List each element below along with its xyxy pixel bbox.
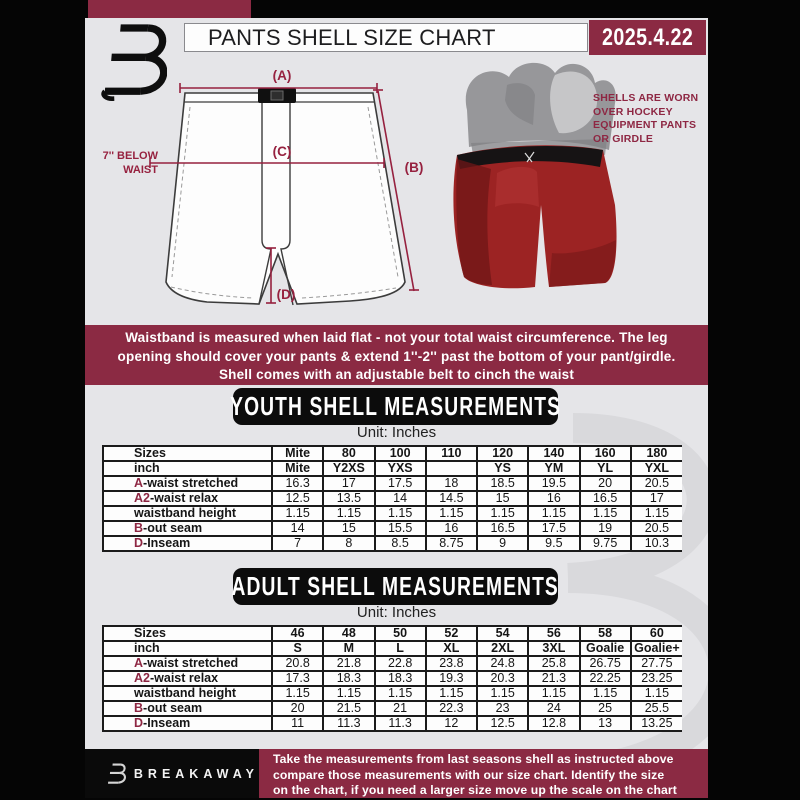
cell-value: 11 xyxy=(272,716,323,731)
cell-value: YS xyxy=(477,461,528,476)
cell-value: 25 xyxy=(580,701,631,716)
cell-value: 17.3 xyxy=(272,671,323,686)
label-a: (A) xyxy=(272,68,292,83)
cell-value: 13 xyxy=(580,716,631,731)
measure-letter: B xyxy=(134,521,144,535)
row-label: Sizes xyxy=(103,626,272,641)
cell-value: 18.3 xyxy=(375,671,426,686)
cell-value: 1.15 xyxy=(631,686,682,701)
cell-value: Goalie xyxy=(580,641,631,656)
measure-letter: D xyxy=(134,536,144,550)
cell-value: 22.8 xyxy=(375,656,426,671)
cell-value: 20 xyxy=(580,476,631,491)
cell-value: 23.8 xyxy=(426,656,477,671)
text-line: Shell comes with an adjustable belt to cinch the waist xyxy=(218,367,575,382)
label-c: (C) xyxy=(272,144,292,159)
text-line: OVER HOCKEY xyxy=(593,105,673,118)
cell-value: L xyxy=(375,641,426,656)
cell-value: 17 xyxy=(323,476,374,491)
cell-value: 1.15 xyxy=(631,506,682,521)
cell-value: 14.5 xyxy=(426,491,477,506)
cell-value: 20.3 xyxy=(477,671,528,686)
cell-value: 19.3 xyxy=(426,671,477,686)
cell-value: 19.5 xyxy=(528,476,579,491)
cell-value: 17.5 xyxy=(528,521,579,536)
table-row xyxy=(103,716,682,731)
text-line: Waistband is measured when laid flat - not your total waist circumference. The leg xyxy=(125,330,668,345)
page-title: PANTS SHELL SIZE CHART xyxy=(208,25,496,50)
footer-brand-block xyxy=(85,749,259,798)
cell-value: 21.8 xyxy=(323,656,374,671)
text-line: opening should cover your pants & extend 1''-2'' past the bottom of your pant/girdle. xyxy=(117,348,676,364)
cell-value: 12.5 xyxy=(477,716,528,731)
cell-value: 18 xyxy=(426,476,477,491)
footer-b-logo-icon xyxy=(107,754,126,794)
table-row xyxy=(103,701,682,716)
cell-value: 18.5 xyxy=(477,476,528,491)
table-row xyxy=(103,686,682,701)
cell-value: 54 xyxy=(477,626,528,641)
cell-value: 52 xyxy=(426,626,477,641)
cell-value: 1.15 xyxy=(528,506,579,521)
cell-value: 22.3 xyxy=(426,701,477,716)
cell-value: 16.3 xyxy=(272,476,323,491)
label-b: (B) xyxy=(404,160,424,175)
cell-value: 12.8 xyxy=(528,716,579,731)
cell-value: 11.3 xyxy=(375,716,426,731)
row-label: A-waist stretched xyxy=(103,656,272,671)
cell-value: 1.15 xyxy=(272,506,323,521)
table-row xyxy=(103,506,682,521)
row-label: inch xyxy=(103,461,272,476)
table-row xyxy=(103,491,682,506)
row-label: waistband height xyxy=(103,686,272,701)
cell-value: 1.15 xyxy=(323,506,374,521)
waistband-info-banner xyxy=(85,325,708,385)
row-label: A-waist stretched xyxy=(103,476,272,491)
cell-value: 22.25 xyxy=(580,671,631,686)
page-title-box xyxy=(184,23,588,52)
youth-unit-label: Unit: Inches xyxy=(356,424,437,441)
adult-section-banner xyxy=(233,568,558,605)
cell-value: 14 xyxy=(272,521,323,536)
cell-value: 120 xyxy=(477,446,528,461)
cell-value: 10.3 xyxy=(631,536,682,551)
cell-value: 1.15 xyxy=(426,686,477,701)
footer xyxy=(85,749,708,798)
shell-highlight xyxy=(495,167,539,207)
cell-value: 20.5 xyxy=(631,521,682,536)
text-line: compare those measurements with our size chart. Identify the size xyxy=(273,767,665,782)
cell-value: 48 xyxy=(323,626,374,641)
cell-value: 80 xyxy=(323,446,374,461)
row-label: A2-waist relax xyxy=(103,491,272,506)
measure-letter: B xyxy=(134,701,144,715)
cell-value: 8.75 xyxy=(426,536,477,551)
cell-value: 17 xyxy=(631,491,682,506)
cell-value: Mite xyxy=(272,461,323,476)
cell-value: 50 xyxy=(375,626,426,641)
cell-value: 20 xyxy=(272,701,323,716)
cell-value: 12 xyxy=(426,716,477,731)
text-line: SHELLS ARE WORN xyxy=(593,92,699,104)
row-label: waistband height xyxy=(103,506,272,521)
cell-value: Y2XS xyxy=(323,461,374,476)
footer-instructions xyxy=(259,749,708,798)
cell-value: 8 xyxy=(323,536,374,551)
cell-value: 24.8 xyxy=(477,656,528,671)
text-line: OR GIRDLE xyxy=(593,132,654,145)
cell-value: 1.15 xyxy=(272,686,323,701)
measure-letter: A xyxy=(134,476,144,490)
cell-value: 3XL xyxy=(528,641,579,656)
cell-value: 1.15 xyxy=(477,506,528,521)
cell-value: 1.15 xyxy=(528,686,579,701)
shorts-measurement-diagram xyxy=(95,60,435,310)
cell-value: 180 xyxy=(631,446,682,461)
table-row xyxy=(103,656,682,671)
table-row xyxy=(103,521,682,536)
measure-letter: A2 xyxy=(134,491,150,505)
cell-value: 1.15 xyxy=(323,686,374,701)
cell-value: 1.15 xyxy=(580,506,631,521)
footer-brand-wordmark: BREAKAWAY xyxy=(133,766,259,781)
cell-value: Goalie+ xyxy=(631,641,682,656)
cell-value: 23.25 xyxy=(631,671,682,686)
cell-value xyxy=(426,461,477,476)
row-label: A2-waist relax xyxy=(103,671,272,686)
table-row xyxy=(103,641,682,656)
cell-value: 13.5 xyxy=(323,491,374,506)
cell-value: 16.5 xyxy=(580,491,631,506)
cell-value: 17.5 xyxy=(375,476,426,491)
row-label: B-out seam xyxy=(103,701,272,716)
cell-value: 1.15 xyxy=(477,686,528,701)
cell-value: 27.75 xyxy=(631,656,682,671)
shell-worn-note xyxy=(593,92,708,146)
cell-value: 21.5 xyxy=(323,701,374,716)
cell-value: 26.75 xyxy=(580,656,631,671)
text-line: Take the measurements from last seasons shell as instructed above xyxy=(273,752,674,766)
youth-banner-text: YOUTH SHELL MEASUREMENTS xyxy=(230,391,561,421)
row-label: D-Inseam xyxy=(103,536,272,551)
svg-text:WAIST: WAIST xyxy=(123,164,158,176)
top-accent-strip xyxy=(88,0,251,18)
cell-value: 56 xyxy=(528,626,579,641)
cell-value: 14 xyxy=(375,491,426,506)
text-line: EQUIPMENT PANTS xyxy=(593,119,697,131)
cell-value: 16 xyxy=(426,521,477,536)
cell-value: 1.15 xyxy=(375,506,426,521)
cell-value: 15.5 xyxy=(375,521,426,536)
cell-value: 15 xyxy=(477,491,528,506)
row-label: Sizes xyxy=(103,446,272,461)
cell-value: 2XL xyxy=(477,641,528,656)
cell-value: 1.15 xyxy=(426,506,477,521)
adult-unit-label: Unit: Inches xyxy=(356,604,437,621)
shell-shadow-left xyxy=(456,159,492,285)
cell-value: 12.5 xyxy=(272,491,323,506)
cell-value: 19 xyxy=(580,521,631,536)
measure-letter: D xyxy=(134,716,144,730)
cell-value: M xyxy=(323,641,374,656)
cell-value: 8.5 xyxy=(375,536,426,551)
svg-text:7'' BELOW: 7'' BELOW xyxy=(102,150,158,162)
cell-value: S xyxy=(272,641,323,656)
cell-value: YXS xyxy=(375,461,426,476)
youth-size-table xyxy=(102,445,682,552)
cell-value: 140 xyxy=(528,446,579,461)
cell-value: 9.5 xyxy=(528,536,579,551)
cell-value: 15 xyxy=(323,521,374,536)
cell-value: 46 xyxy=(272,626,323,641)
youth-section-banner xyxy=(230,388,561,425)
cell-value: 9.75 xyxy=(580,536,631,551)
cell-value: 18.3 xyxy=(323,671,374,686)
table-row xyxy=(103,626,682,641)
cell-value: 25.8 xyxy=(528,656,579,671)
table-row xyxy=(103,461,682,476)
table-row xyxy=(103,536,682,551)
cell-value: 21.3 xyxy=(528,671,579,686)
cell-value: 58 xyxy=(580,626,631,641)
cell-value: 13.25 xyxy=(631,716,682,731)
cell-value: Mite xyxy=(272,446,323,461)
cell-value: XL xyxy=(426,641,477,656)
cell-value: 25.5 xyxy=(631,701,682,716)
cell-value: YXL xyxy=(631,461,682,476)
cell-value: 100 xyxy=(375,446,426,461)
table-row xyxy=(103,446,682,461)
text-line: on the chart, if you need a larger size move up the scale on the chart xyxy=(273,783,677,798)
cell-value: 60 xyxy=(631,626,682,641)
measure-letter: A2 xyxy=(134,671,150,685)
adult-size-table xyxy=(102,625,682,732)
cell-value: 1.15 xyxy=(375,686,426,701)
row-label: B-out seam xyxy=(103,521,272,536)
date-text: 2025.4.22 xyxy=(601,23,694,51)
cell-value: 9 xyxy=(477,536,528,551)
row-label: D-Inseam xyxy=(103,716,272,731)
table-row xyxy=(103,671,682,686)
cell-value: YL xyxy=(580,461,631,476)
cell-value: 21 xyxy=(375,701,426,716)
cell-value: 20.8 xyxy=(272,656,323,671)
row-label: inch xyxy=(103,641,272,656)
measure-letter: A xyxy=(134,656,144,670)
cell-value: 7 xyxy=(272,536,323,551)
label-d: (D) xyxy=(276,287,296,302)
cell-value: 20.5 xyxy=(631,476,682,491)
cell-value: 23 xyxy=(477,701,528,716)
cell-value: 16.5 xyxy=(477,521,528,536)
table-row xyxy=(103,476,682,491)
cell-value: 24 xyxy=(528,701,579,716)
cell-value: 11.3 xyxy=(323,716,374,731)
adult-banner-text: ADULT SHELL MEASUREMENTS xyxy=(231,571,560,601)
belt-clasp xyxy=(271,91,283,100)
cell-value: 16 xyxy=(528,491,579,506)
cell-value: 110 xyxy=(426,446,477,461)
date-badge xyxy=(589,20,706,55)
poster-content xyxy=(85,18,708,798)
cell-value: 1.15 xyxy=(580,686,631,701)
cell-value: YM xyxy=(528,461,579,476)
cell-value: 160 xyxy=(580,446,631,461)
